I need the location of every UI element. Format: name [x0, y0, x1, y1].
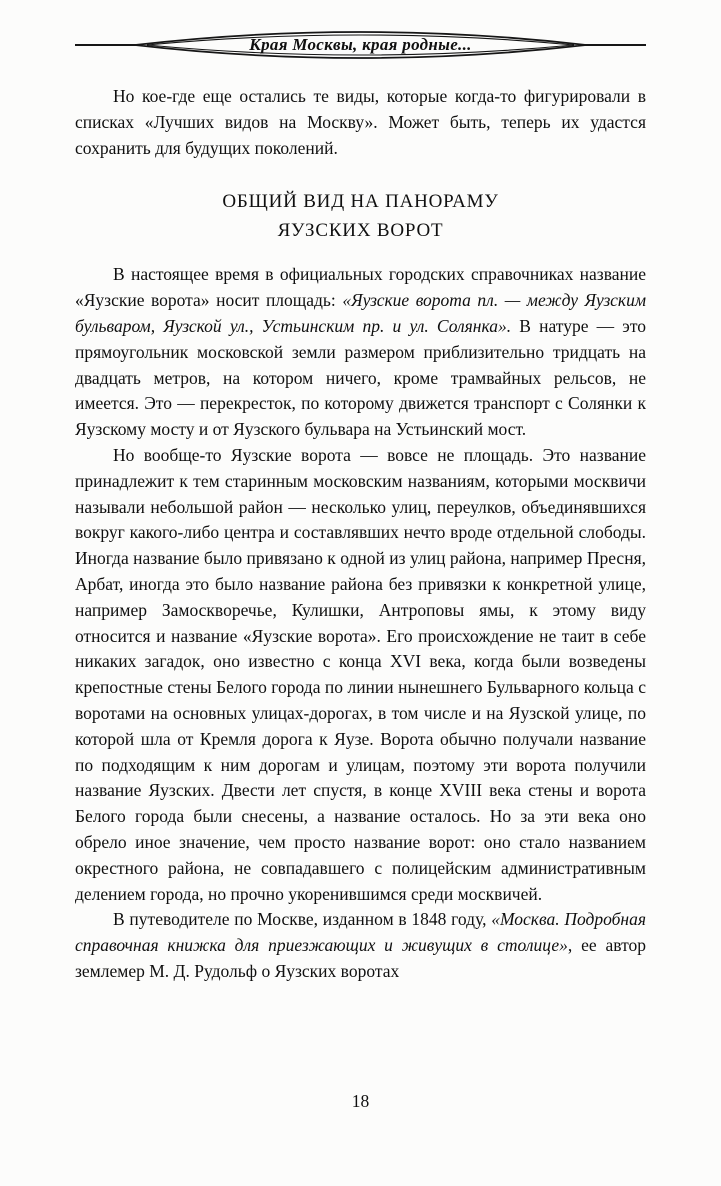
para4-text-end: , ее автор землемер М. Д. Рудольф о Яузских воротах [75, 935, 646, 981]
paragraph-guidebook [75, 907, 646, 984]
paragraph-intro: Но кое-где еще остались те виды, которые когда-то фигурировали в списках «Лучших видов на Москву». Может быть, теперь их удастся сохранить для будущих поколений. [75, 86, 646, 158]
para2-text-start: В настоящее время в официальных городских справочниках название «Яузские ворота» носит площадь: [75, 264, 646, 311]
para2-italic-quote: «Яузские ворота пл. — между Яузским бульваром, Яузской ул., Устьинским пр. и ул. Солянка». [75, 290, 647, 336]
paragraph-history: Но вообще-то Яузские ворота — вовсе не площадь. Это название принадлежит к тем старинным московским названиям, которыми москвичи называли небольшой район — несколько улиц, переулков, объединявшихся вокруг какого-либо центра и составлявших нечто вроде отдельной слободы. Иногда название было привязано к одной из улиц района, например Пресня, Арбат, иногда это было название района без привязки к конкретной улице, например Замоскворечье, Кулишки, Антроповы ямы, к этому виду относится и название «Яузские ворота». Его происхождение не таит в себе никаких загадок, оно известно с конца XVI века, когда были возведены крепостные стены Белого города по линии нынешнего Бульварного кольца с воротами на основных улицах-дорогах, в том числе и на Яузской улице, по которой шла от Кремля дорога к Яузе. Ворота обычно получали название по подходящим к ним дорогам и улицам, поэтому эти ворота получили название Яузских. Двести лет спустя, в конце XVIII века стены и ворота Белого города были снесены, а название осталось. Но за эти века оно обрело иное значение, чем просто название ворот: оно стало названием окрестного района, не совпадавшего с полицейским административным делением города, но прочно укоренившимся среди москвичей. [75, 444, 646, 904]
page-header [75, 25, 646, 65]
page-body [75, 84, 646, 985]
para2-text-end: В натуре — это прямоугольник московской земли размером приблизительно тридцать на двадцать метров, на котором ничего, кроме трамвайных рельсов, не имеется. Это — перекресток, по которому движется транспорт с Солянки к Яузскому мосту и от Яузского бульвара на Устьинский мост. [75, 315, 646, 440]
section-heading-line1: ОБЩИЙ ВИД НА ПАНОРАМУ [222, 191, 499, 213]
section-heading-line2: ЯУЗСКИХ ВОРОТ [277, 220, 444, 242]
section-heading [75, 187, 646, 245]
para4-italic-book-title: «Москва. Подробная справочная книжка для приезжающих и живущих в столице» [75, 909, 646, 956]
paragraph-directory-entry [75, 262, 646, 443]
para4-text-start: В путеводителе по Москве, изданном в 1848 году, [113, 909, 492, 930]
running-head-title: Края Москвы, края родные... [249, 34, 472, 54]
page-number: 18 [351, 1091, 370, 1111]
